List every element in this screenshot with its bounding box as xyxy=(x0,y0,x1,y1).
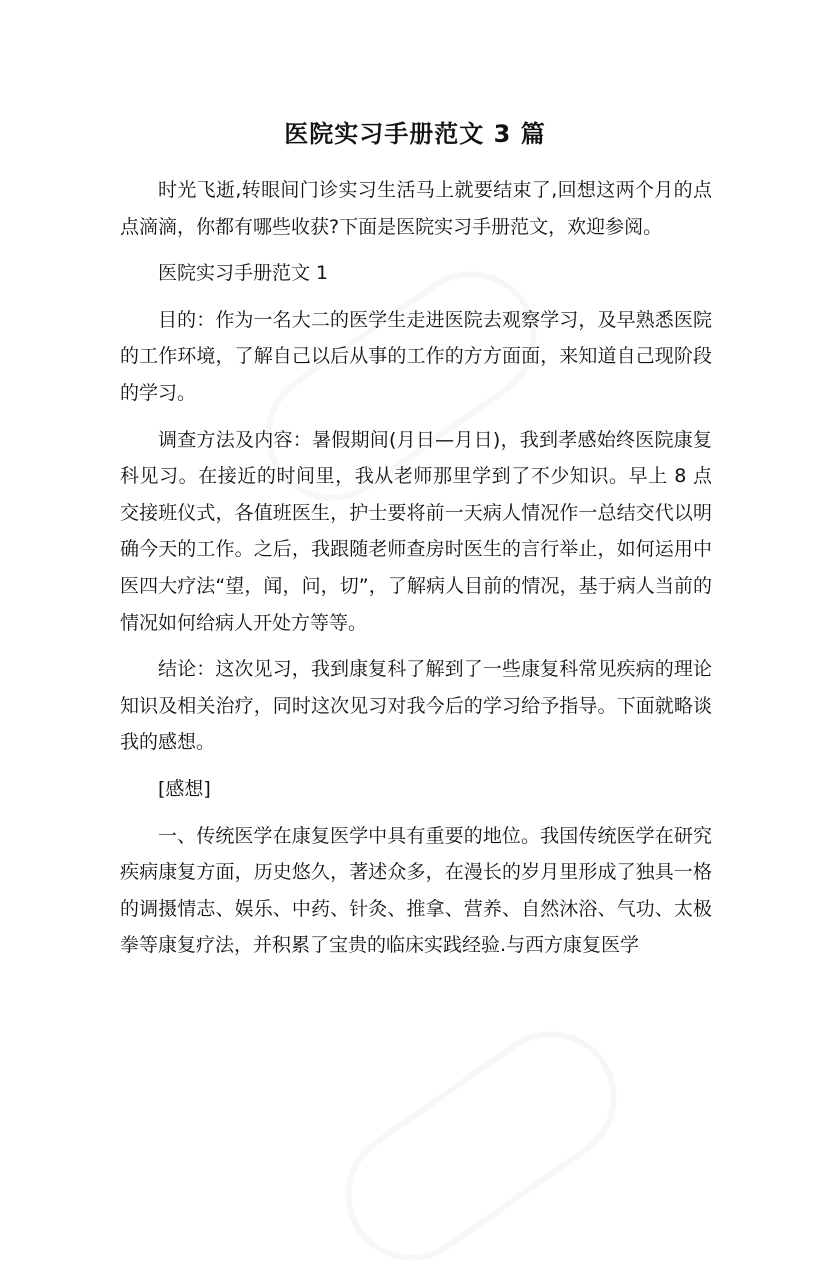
reflection-paragraph: 一、传统医学在康复医学中具有重要的地位。我国传统医学在研究疾病康复方面，历史悠久，著述众多，在漫长的岁月里形成了独具一格的调摄情志、娱乐、中药、针灸、推拿、营养、自然沐浴、气功、太极拳等康复疗法，并积累了宝贵的临床实践经验.与西方康复医学 xyxy=(120,824,712,957)
purpose-paragraph: 目的：作为一名大二的医学生走进医院去观察学习，及早熟悉医院的工作环境，了解自己以后从事的工作的方方面面，来知道自己现阶段的学习。 xyxy=(120,308,712,404)
intro-paragraph: 时光飞逝,转眼间门诊实习生活马上就要结束了,回想这两个月的点点滴滴，你都有哪些收获?下面是医院实习手册范文，欢迎参阅。 xyxy=(120,179,712,238)
method-paragraph: 调查方法及内容：暑假期间(月日—月日)，我到孝感始终医院康复科见习。在接近的时间里，我从老师那里学到了不少知识。早上 8 点交接班仪式，各值班医生，护士要将前一天病人情况作一总结交代以明确今天的工作。之后，我跟随老师查房时医生的言行举止，如何运用中医四大疗法“望，闻，问，切”，了解病人目前的情况，基于病人当前的情况如何给病人开处方等等。 xyxy=(120,428,712,634)
conclusion-paragraph: 结论：这次见习，我到康复科了解到了一些康复科常见疾病的理论知识及相关治疗，同时这次见习对我今后的学习给予指导。下面就略谈我的感想。 xyxy=(120,658,712,754)
reflection-heading: [感想] xyxy=(158,777,211,800)
document-body xyxy=(120,172,712,974)
document-title: 医院实习手册范文 3 篇 xyxy=(284,120,546,148)
section-heading: 医院实习手册范文 1 xyxy=(158,262,329,285)
watermark-seal-bottom xyxy=(319,1005,642,1286)
